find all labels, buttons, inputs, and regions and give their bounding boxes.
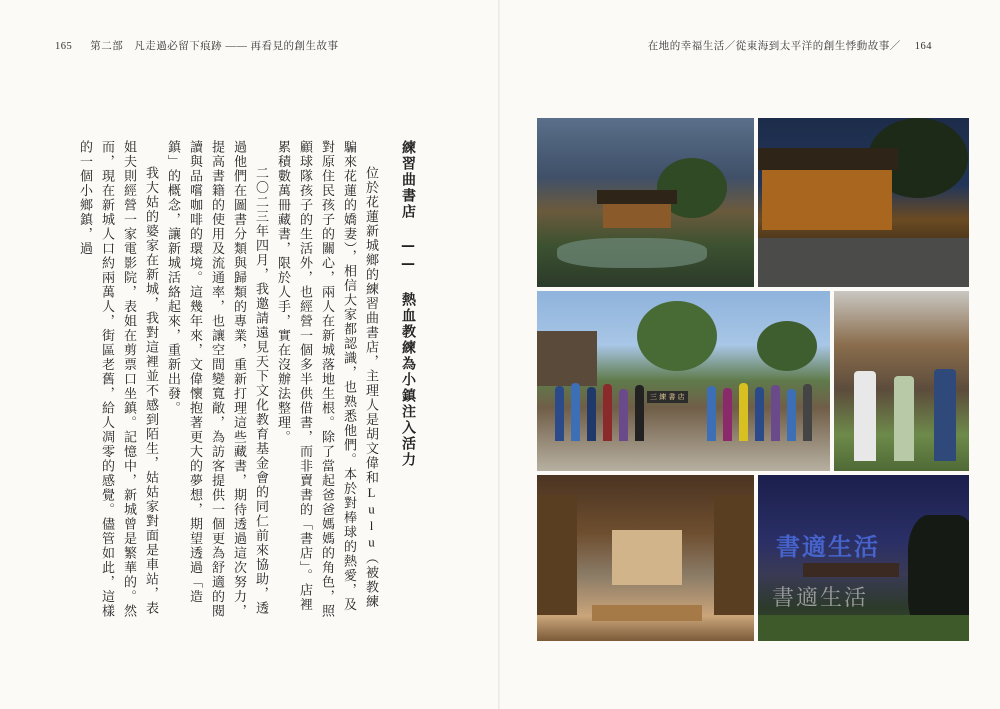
photo-6-sign-reflection: 書適生活: [772, 586, 869, 611]
photo-3-banner: 三 練 書 店: [647, 391, 688, 403]
paragraph-1: 位於花蓮新城鄉的練習曲書店，主理人是胡文偉和Lulu（被教練騙來花蓮的嬌妻），相信大家都認識，也熟悉他們。本於對棒球的熱愛，及對原住民孩子的關心，兩人在新城落地生根。除了當起爸爸媽媽的角色，照顧球隊孩子的生活外，也經營一個多半供借書，而非賣書的「書店」。店裡累積數萬冊藏書，限於人手，實在沒辦法整理。: [276, 140, 379, 619]
left-head-text: 第二部 凡走過必留下痕跡 —— 再看見的創生故事: [90, 41, 339, 52]
paragraph-3: 我大姑的婆家在新城，我對這裡並不感到陌生，姑姑家對面是車站，表姐夫則經營一家電影院，表姐在剪票口坐鎮。記憶中，新城曾是繁華的。然而，現在新城人口約兩萬人，街區老舊，給人凋零的感覺。儘管如此，這樣的一個小鄉鎮，過: [78, 140, 159, 619]
photo-6-sign-main: 書適生活: [776, 533, 880, 561]
body-text: [78, 140, 382, 620]
paragraph-2: 二〇二三年四月，我邀請遠見天下文化教育基金會的同仁前來協助，透過他們在圖書分類與歸類的專業，重新打理這些藏書，期待透過這次努力，提高書籍的使用及流通率，也讓空間變寬敞，為訪客提供一個更為舒適的閱讀與品嚐咖啡的環境。這幾年來，文偉懷抱著更大的夢想，期望透過「造鎮」的概念，讓新城活絡起來，重新出發。: [166, 140, 269, 619]
photo-three-people: [834, 291, 969, 471]
left-running-head: [55, 38, 339, 53]
right-head-text: 在地的幸福生活／從東海到太平洋的創生悸動故事／: [647, 41, 901, 52]
photo-garden-dusk: [537, 118, 754, 287]
photo-group-outdoor: [537, 291, 830, 471]
right-running-head: [648, 38, 932, 53]
photo-bookstore-sign-night: [758, 475, 969, 641]
right-page-number: 164: [914, 41, 932, 52]
photo-house-night: [758, 118, 969, 287]
photo-bookstore-interior: [537, 475, 754, 641]
section-title: 練習曲書店 —— 熱血教練為小鎮注入活力: [400, 140, 416, 468]
left-page-number: 165: [55, 41, 73, 52]
